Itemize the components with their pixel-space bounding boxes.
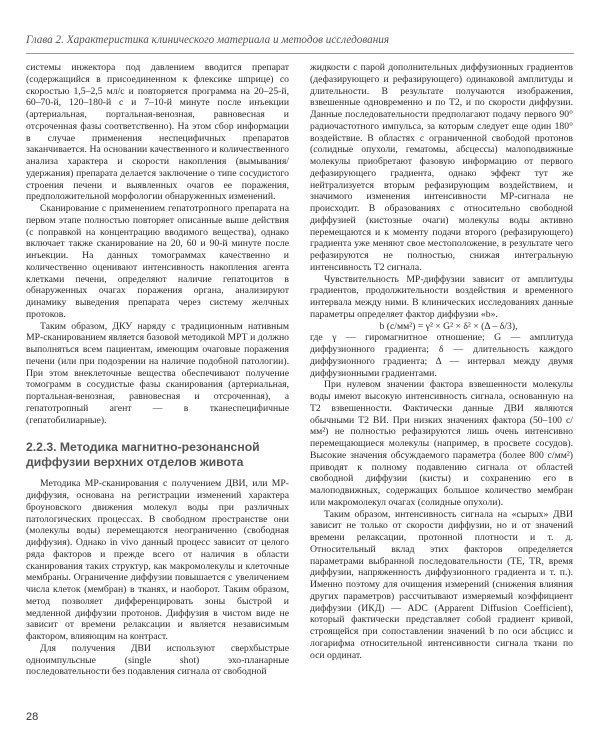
formula-legend: где γ — гиромагнитное отношение; G — амплитуда диффузионного градиента; δ — длительность каждого диффузионного градиента; Δ — интервал между двумя диффузионными градиентами. [310,332,573,379]
left-column [26,62,289,678]
header-rule [26,53,574,54]
right-column [310,62,573,661]
running-head: Глава 2. Характеристика клинического материала и методов исследования [26,34,390,46]
paragraph: Для получения ДВИ используют сверхбыстрые однoимпульсные (single shot) эхо-планарные последовательности без подавления сигнала от свободной [26,642,289,678]
paragraph: При нулевом значении фактора взвешенности молекулы воды имеют высокую интенсивность сигнала, основанную на T2 взвешенности. Фактически данные ДВИ являются обычными T2 ВИ. При низких значениях фактора (50–100 с/мм²) не полностью рефазируются лишь очень интенсивно перемещающиеся молекулы (например, в просвете сосудов). Высокие значения обсуждаемого параметра (более 800 с/мм²) приводят к полному подавлению сигнала от областей свободной диффузии (кисты) и сохранению его в малоподвижных, содержащих большое количество мембран или макромолекул очагах (солидные опухоли). [310,379,573,508]
paragraph: жидкости с парой дополнительных диффузионных градиентов (дефазирующего и рефазирующего) одинаковой амплитуды и длительности. В результате получаются изображения, взвешенные одновременно и по T2, и по скорости диффузии. Данные последовательности предполагают подачу первого 90° радиочастотного импульса, за которым следует еще один 180° воздействие. В областях с ограниченной свободой протонов (солидные опухоли, гематомы, абсцессы) малоподвижные молекулы приобретают фазовую информацию от первого дефазирующего градиента, однако эффект тут же нейтрализуется вторым рефазирующим воздействием, и значимого изменения интенсивности МР-сигнала не происходит. В образованиях с относительно свободной диффузией (кистозные очаги) молекулы воды активно перемещаются и к моменту подачи второго (рефазирующего) градиента уже меняют свое местоположение, в результате чего рефазируются не полностью, снижая интегральную интенсивность T2 сигнала. [310,62,573,273]
paragraph: системы инжектора под давлением вводится препарат (содержащийся в присоединенном к флексике шприце) со скоростью 1,5–2,5 мл/с и повторяется программа на 20–25-й, 60–70-й, 120–180-й с и 7–10-й минуте после инъекции (артериальная, портальная-венозная, равновесная и отсроченная фазы соответственно). На этом сбор информации в случае применения неспецифичных препаратов заканчивается. На основании качественного и количественного анализа характера и скорости накопления (вымывания/удержания) препарата делается заключение о типе сосудистого строения печени и выявленных очагов ее поражения, предположительной морфологии обнаруженных изменений. [26,62,289,203]
paragraph: Сканирование с применением гепатотропного препарата на первом этапе полностью повторяет описанные выше действия (с поправкой на концентрацию вводимого вещества), однако включает также сканирование на 20, 60 и 90-й минуте после инъекции. На данных томограммах качественно и количественно оценивают интенсивность накопления агента клетками печени, определяют наличие гепатоцитов в обнаруженных очагах поражения органа, анализируют динамику выведения препарата через систему желчных протоков. [26,203,289,320]
paragraph: Чувствительность МР-диффузии зависит от амплитуды градиентов, продолжительности воздействия и временного интервала между ними. В клинических исследованиях данные параметры определяет фактор диффузии «b». [310,273,573,320]
page-number: 28 [26,711,39,723]
formula: b (с/мм²) = γ² × G² × δ² × (Δ – δ/3), [379,320,518,332]
section-heading: 2.2.3. Методика магнитно-резонансной диффузии верхних отделов живота [26,440,260,469]
paragraph: Таким образом, интенсивность сигнала на «сырых» ДВИ зависит не только от скорости диффузии, но и от значений времени релаксации, протонной плотности и т. д. Относительный вклад этих факторов определяется параметрами выбранной последовательности (TE, TR, время диффузии, напряженность диффузионного градиента и т. п.). Именно поэтому для очищения измерений (снижения влияния других параметров) рассчитывают измеряемый коэффициент диффузии (ИКД) — ADC (Apparent Diffusion Coefficient), который фактически представляет собой градиент кривой, строящейся при сопоставлении значений b по оси абсцисс и логарифма относительной интенсивности сигнала ткани по оси ординат. [310,508,573,661]
paragraph: Таким образом, ДКУ наряду с традиционным нативным МР-сканированием является базовой методикой МРТ и должно выполняться всем пациентам, имеющим очаговые поражения печени (или при подозрении на наличие подобной патологии). При этом внеклеточные вещества обеспечивают получение томограмм в сосудистые фазы сканирования (артериальная, портальная-венозная, равновесная и отсроченная), а гепатотропный агент — в тканеспецифичные (гепатобилиарные). [26,320,289,426]
paragraph: Методика МР-сканирования с получением ДВИ, или МР-диффузия, основана на регистрации изменений характера броуновского движения молекул воды при различных патологических процессах. В свободном пространстве они (молекулы воды) перемещаются неограниченно (свободная диффузия). Однако in vivo данный процесс зависит от целого ряда факторов и прежде всего от наличия в области сканирования таких структур, как макромолекулы и клеточные мембраны. Ограничение диффузии повышается с увеличением числа клеток (мембран) в тканях, и наоборот. Таким образом, метод позволяет дифференцировать зоны быстрой и медленной диффузии протонов. Диффузия в чистом виде не зависит от времени релаксации и является независимым фактором, влияющим на контраст. [26,478,289,642]
